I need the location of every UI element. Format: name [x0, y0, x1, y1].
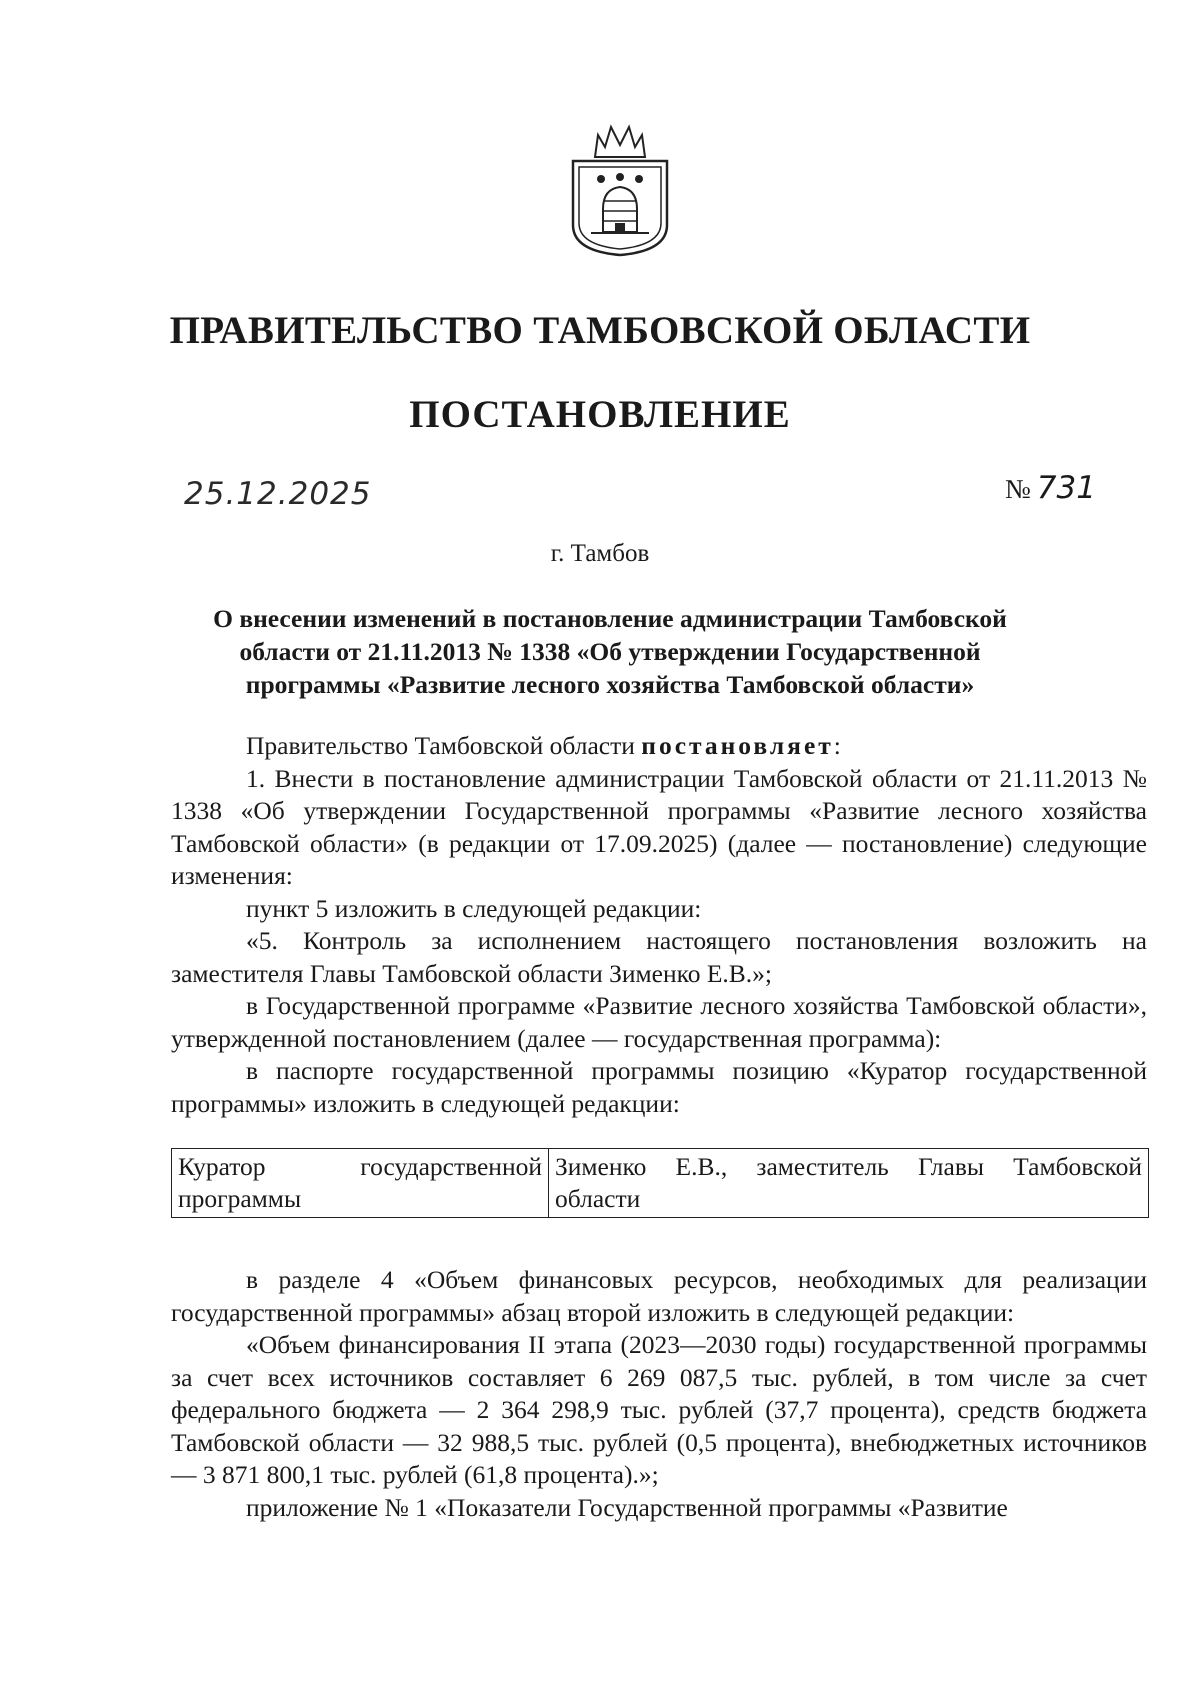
decree-intro: Правительство Тамбовской области постановляет: [246, 731, 841, 760]
paragraph: в Государственной программе «Развитие лесного хозяйства Тамбовской области», утвержденной постановлением (далее — государственная программа): [171, 991, 1147, 1053]
number-value: 731 [1036, 470, 1096, 506]
paragraph: приложение № 1 «Показатели Государственной программы «Развитие [246, 1492, 1008, 1522]
city-line: г. Тамбов [550, 540, 650, 567]
table-row [172, 1149, 1149, 1218]
paragraph: «5. Контроль за исполнением настоящего постановления возложить на заместителя Главы Тамбовской области Зименко Е.В.»; [171, 926, 1147, 988]
curator-table [171, 1148, 1149, 1218]
document-type-title: ПОСТАНОВЛЕНИЕ [409, 393, 791, 436]
paragraph: в паспорте государственной программы позицию «Куратор государственной программы» изложить в следующей редакции: [171, 1056, 1147, 1118]
paragraph: в разделе 4 «Объем финансовых ресурсов, необходимых для реализации государственной программы» абзац второй изложить в следующей редакции: [171, 1265, 1147, 1327]
number-label: № [1005, 474, 1031, 504]
paragraph: пункт 5 изложить в следующей редакции: [246, 893, 702, 923]
decree-keyword: постановляет [641, 731, 834, 760]
document-date: 25.12.2025 [184, 476, 372, 512]
table-cell-value: Зименко Е.В., заместитель Главы Тамбовской области [549, 1149, 1149, 1218]
document-subject: О внесении изменений в постановление администрации Тамбовской области от 21.11.2013 № 1338 «Об утверждении Государственной программы «Развитие лесного хозяйства Тамбовской области» [213, 604, 1007, 699]
government-title: ПРАВИТЕЛЬСТВО ТАМБОВСКОЙ ОБЛАСТИ [169, 309, 1031, 352]
paragraph: 1. Внести в постановление администрации Тамбовской области от 21.11.2013 № 1338 «Об утверждении Государственной программы «Развитие лесного хозяйства Тамбовской области» (в редакции от 17.09.2025) (далее — постановление) следующие изменения: [171, 763, 1147, 890]
table-cell-label: Куратор государственной программы [172, 1149, 549, 1218]
document-body [171, 730, 1147, 1524]
document-number [1005, 470, 1096, 506]
paragraph: «Объем финансирования II этапа (2023—2030 годы) государственной программы за счет всех источников составляет 6 269 087,5 тыс. рублей, в том числе за счет федерального бюджета — 2 364 298,9 тыс. рублей (37,7 процента), средств бюджета Тамбовской области — 32 988,5 тыс. рублей (0,5 процента), внебюджетных источников — 3 871 800,1 тыс. рублей (61,8 процента).»; [171, 1330, 1147, 1489]
tambov-coat-of-arms-icon [565, 117, 675, 257]
